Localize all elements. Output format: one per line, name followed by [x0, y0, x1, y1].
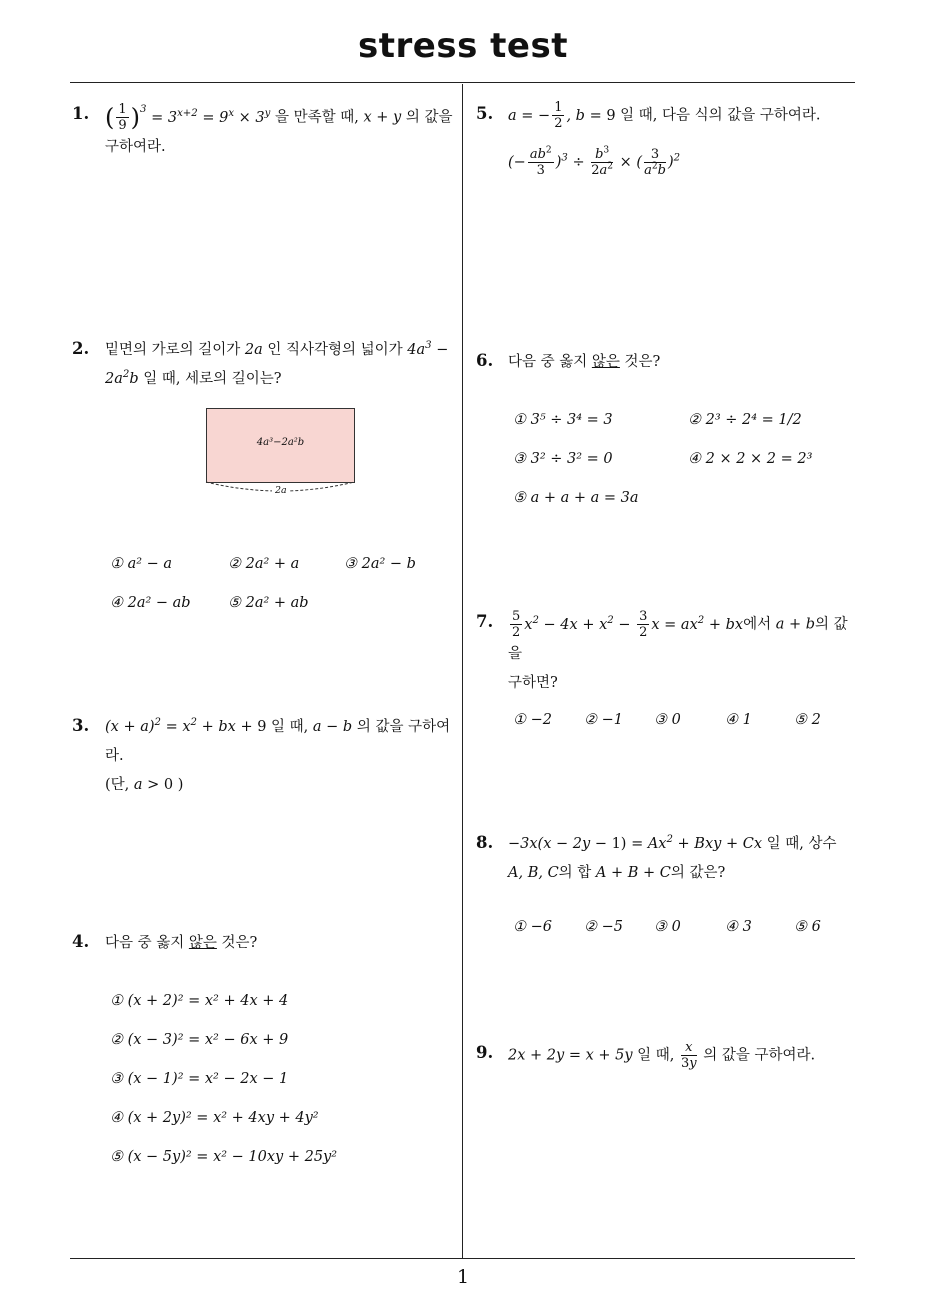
- q7-option-5[interactable]: ⑤ 2: [794, 712, 821, 728]
- question-7-text-b: 의 값을: [508, 616, 848, 662]
- q2-option-5[interactable]: ⑤ 2a² + ab: [228, 595, 309, 611]
- page-title: stress test: [358, 26, 568, 66]
- question-4-text-b: 것은?: [221, 935, 258, 951]
- q7-option-4[interactable]: ④ 1: [725, 712, 752, 728]
- question-8-text-c: 의 값은?: [670, 865, 726, 881]
- q6-option-4[interactable]: ④ 2 × 2 × 2 = 2³: [688, 451, 813, 467]
- rectangle-width-label: 2a: [272, 485, 290, 496]
- question-7-text-c: 구하면?: [508, 675, 558, 691]
- q4-option-5[interactable]: ⑤ (x − 5y)² = x² − 10xy + 25y²: [110, 1149, 338, 1165]
- q7-option-3[interactable]: ③ 0: [654, 712, 681, 728]
- question-5-expression: (− $\frac{ab^2}{3}$ )$^3$ ÷ $\frac{b^3}{2a^2}$ × ( $\frac{3}{a^2b}$ )$^2$: [508, 145, 681, 178]
- question-5-text-a: 일 때, 다음 식의 값을 구하여라.: [620, 107, 821, 124]
- question-2-number: 2.: [72, 339, 90, 358]
- column-divider: [462, 84, 463, 1259]
- question-8-number: 8.: [476, 833, 494, 852]
- rectangle-figure: [206, 408, 355, 483]
- q6-option-3[interactable]: ③ 3² ÷ 3² = 0: [513, 451, 613, 467]
- q8-option-3[interactable]: ③ 0: [654, 919, 681, 935]
- q2-option-3[interactable]: ③ 2a² − b: [344, 556, 416, 572]
- question-6-number: 6.: [476, 351, 494, 370]
- question-4-text-a: 다음 중 옳지: [105, 935, 185, 951]
- question-6-text-b: 것은?: [624, 354, 661, 370]
- q4-option-3[interactable]: ③ (x − 1)² = x² − 2x − 1: [110, 1071, 289, 1087]
- q6-option-2[interactable]: ② 2³ ÷ 2⁴ = 1/2: [688, 412, 802, 428]
- question-1: ( $\frac{1}{9}$ )$^3 = 3^{x+2} = 9^x \times 3^y$ 을 만족할 때, x + y 의 값을 구하여라.: [105, 102, 453, 155]
- question-1-equation: ( $\frac{1}{9}$ )$^3 = 3^{x+2} = 9^x \times 3^y$: [105, 102, 271, 133]
- question-3: $(x + a)^2 = x^2$ + bx + 9 일 때, a − b 의 값을 구하여라. (단, a > 0 ): [105, 717, 451, 793]
- question-8: $-3x(x - 2y - 1) = Ax^2$ + Bxy + Cx 일 때, 상수 A, B, C의 합 A + B + C의 값은?: [508, 834, 837, 881]
- question-4-underlined: 않은: [188, 935, 217, 951]
- question-8-text-b: 의 합: [558, 865, 592, 881]
- q6-option-5[interactable]: ⑤ a + a + a = 3a: [513, 490, 639, 506]
- question-2-text-c: 일 때, 세로의 길이는?: [143, 371, 282, 387]
- question-4-number: 4.: [72, 932, 90, 951]
- q2-option-1[interactable]: ① a² − a: [110, 556, 173, 572]
- q4-option-2[interactable]: ② (x − 3)² = x² − 6x + 9: [110, 1032, 289, 1048]
- question-1-number: 1.: [72, 104, 90, 123]
- q6-option-1[interactable]: ① 3⁵ ÷ 3⁴ = 3: [513, 412, 613, 428]
- page-number: 1: [456, 1266, 470, 1288]
- question-6-underlined: 않은: [591, 354, 620, 370]
- bottom-rule: [70, 1258, 855, 1259]
- question-3-text-a: 일 때,: [271, 719, 309, 735]
- q4-option-4[interactable]: ④ (x + 2y)² = x² + 4xy + 4y²: [110, 1110, 319, 1126]
- question-5-number: 5.: [476, 104, 494, 123]
- question-7: $\frac{5}{2}$ $x^2 - 4x + x^2$ − $\frac{3}{2}$ $x = ax^2$ + bx에서 a + b의 값을 구하면?: [508, 609, 848, 691]
- q2-option-2[interactable]: ② 2a² + a: [228, 556, 300, 572]
- question-1-text-b: 의 값을: [405, 109, 453, 126]
- question-9-text-a: 일 때,: [637, 1047, 675, 1064]
- question-2: 밑면의 가로의 길이가 2a 인 직사각형의 넓이가 $4a^3$ − $2a^2b$ 일 때, 세로의 길이는?: [105, 340, 449, 387]
- q8-option-2[interactable]: ② −5: [584, 919, 623, 935]
- question-2-text-b: 인 직사각형의 넓이가: [267, 342, 403, 358]
- rectangle-area-label: 4a³−2a²b: [256, 437, 305, 448]
- question-4: [105, 929, 457, 958]
- question-2-text-a: 밑면의 가로의 길이가: [105, 342, 241, 358]
- question-3-text-c: (단,: [105, 777, 130, 793]
- question-3-text-b: 의 값을 구하여라.: [105, 719, 451, 764]
- question-3-text-d: ): [177, 777, 184, 793]
- question-7-text-a: 에서: [743, 616, 772, 633]
- question-5: a = − $\frac{1}{2}$ , b = 9 일 때, 다음 식의 값을 구하여라.: [508, 100, 821, 131]
- top-rule: [70, 82, 855, 83]
- question-3-number: 3.: [72, 716, 90, 735]
- q8-option-1[interactable]: ① −6: [513, 919, 552, 935]
- question-7-number: 7.: [476, 612, 494, 631]
- question-6-text-a: 다음 중 옳지: [508, 354, 588, 370]
- q8-option-5[interactable]: ⑤ 6: [794, 919, 821, 935]
- question-9-number: 9.: [476, 1043, 494, 1062]
- question-6: [508, 348, 858, 377]
- question-1-text: 을 만족할 때,: [275, 109, 359, 126]
- question-8-text-a: 일 때, 상수: [766, 836, 837, 852]
- q2-option-4[interactable]: ④ 2a² − ab: [110, 595, 191, 611]
- q4-option-1[interactable]: ① (x + 2)² = x² + 4x + 4: [110, 993, 289, 1009]
- question-9: 2x + 2y = x + 5y 일 때, $\frac{x}{3y}$ 의 값을 구하여라.: [508, 1040, 816, 1071]
- q8-option-4[interactable]: ④ 3: [725, 919, 752, 935]
- question-9-text-b: 의 값을 구하여라.: [703, 1047, 816, 1064]
- q7-option-2[interactable]: ② −1: [584, 712, 623, 728]
- question-1-text-c: 구하여라.: [105, 139, 166, 155]
- q7-option-1[interactable]: ① −2: [513, 712, 552, 728]
